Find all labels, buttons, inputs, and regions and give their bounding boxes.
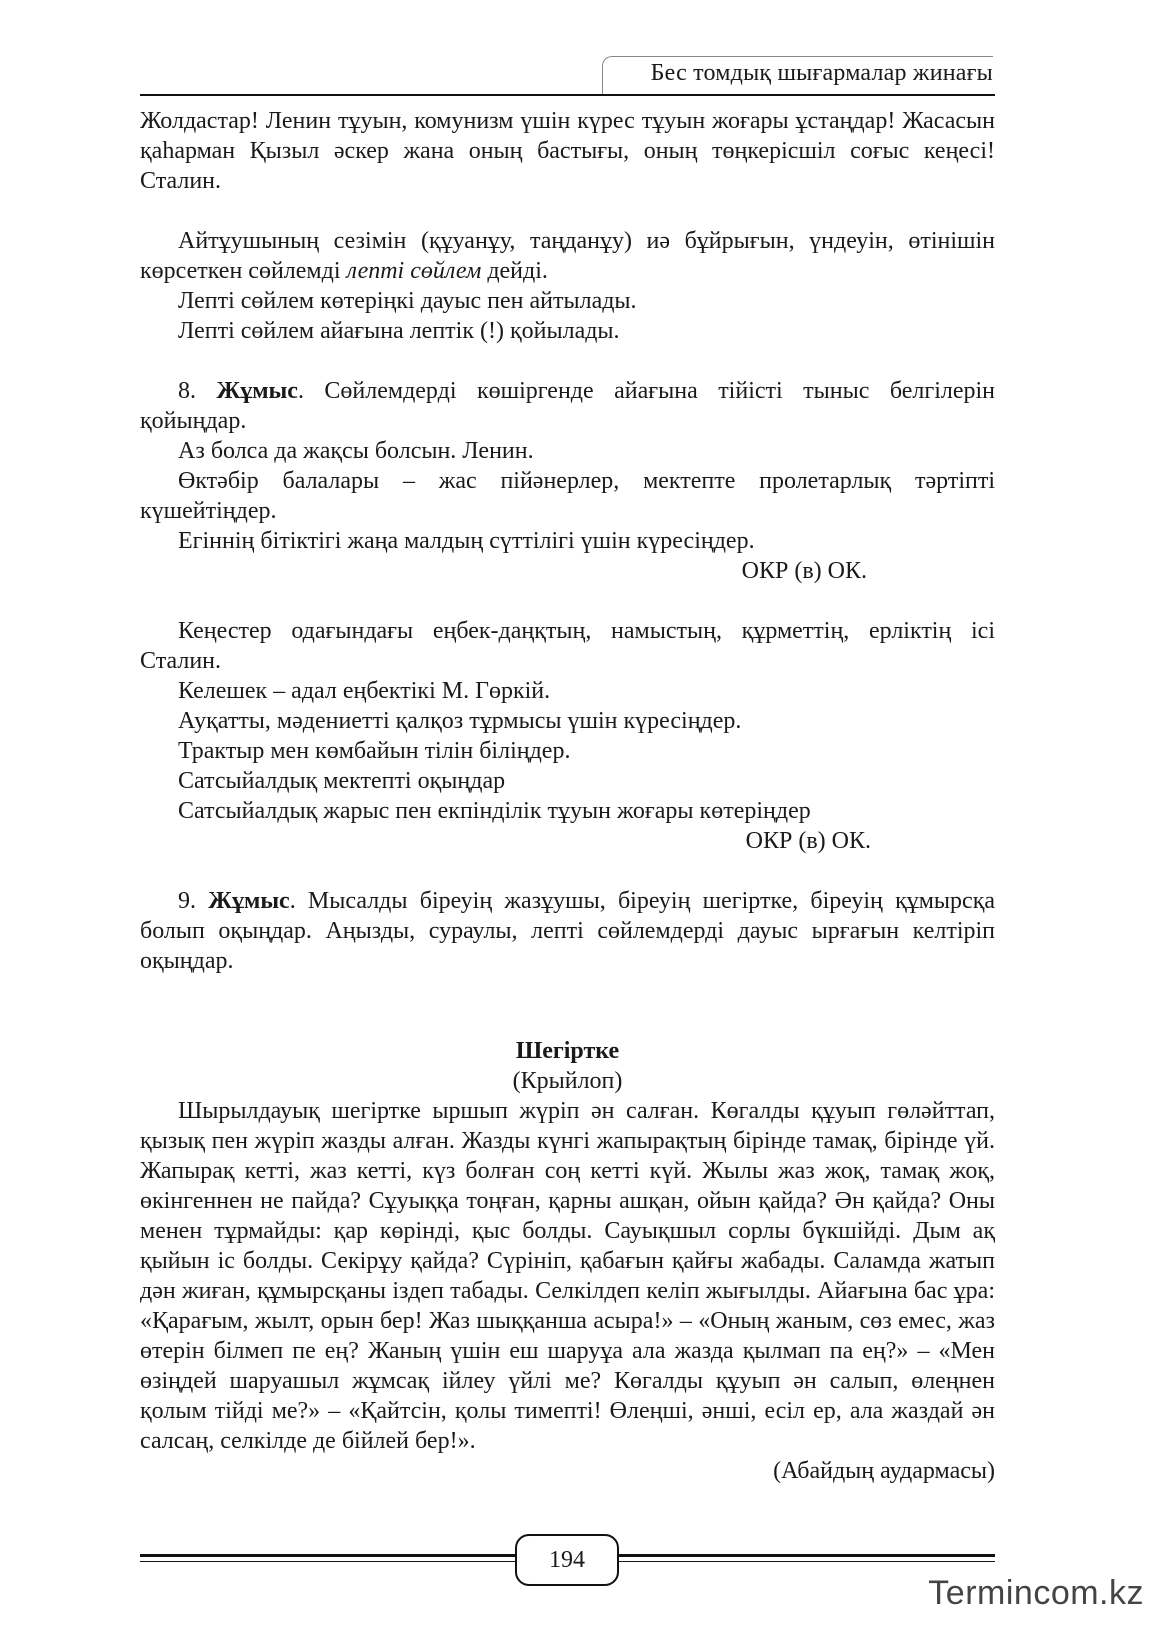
slogan-sentence: Трактыр мен көмбайын тілін біліңдер. [178,738,571,764]
fable-title: Шегіртке [515,1038,620,1064]
slogan-sentence: Ауқатты, мәдениетті қалқоз тұрмысы үшін күресіңдер. [178,708,742,734]
definition-paragraph [140,226,995,286]
exercise-8-text: . Сөйлемдерді көшіргенде айағына тійісті тыныс белгілерін қойыңдар. [140,378,995,434]
running-header-title: Бес томдық шығармалар жинағы [650,60,993,86]
source-signature: ОКР (в) ОК. [741,558,867,584]
exercise-9-number: 9. [178,888,209,914]
fable-author: (Крыйлоп) [512,1068,623,1094]
exercise-9-paragraph [140,886,995,976]
exercise-8-label: Жұмыс [216,378,298,404]
translator-credit: (Абайдың аудармасы) [773,1458,995,1484]
exercise-9-text: . Мысалды біреуің жазұушы, біреуің шегіртке, біреуің құмырсқа болып оқыңдар. Аңызды, сураулы, лепті сөйлемдерді дауыс ырғағын келтіріп оқыңдар. [140,888,995,974]
exercise-8-paragraph [140,376,995,436]
slogan-sentence: Сатсыйалдық жарыс пен екпінділік тұуын жоғары көтеріңдер [178,798,811,824]
running-header [140,56,995,96]
example-sentence: Өктәбір балалары – жас пійәнерлер, мектепте пролетарлық тәртіпті күшейтіңдер. [140,468,995,524]
fable-text: Шырылдауық шегіртке ыршып жүріп ән салған. Көгалды құуып гөләйттап, қызық пен жүріп жазды алған. Жазды күнгі жапырақтың бірінде тамақ, бірінде үй. Жапырақ кетті, жаз кетті, күз болған соң кетті күй. Жылы жаз жоқ, тамақ жоқ, өкінгеннен не пайда? Сұуыққа тоңған, қарны ашқан, ойын қайда? Ән қайда? Оны менен тұрмайды: қар көрінді, қыс болды. Сауықшыл сорлы бүкшійді. Дым ақ қыйын іс болды. Секірұу қайда? Сүрініп, қабағын қайғы жабады. Саламда жатып дән жиған, құмырсқаны іздеп табады. Селкілдеп келіп жығылды. Айағына бас ұра: «Қарағым, жылт, орын бер! Жаз шыққанша асыра!» – «Оның жаным, сөз емес, жаз өтерін білмеп пе ең? Жаның үшін еш шаруұа ала жазда қылмап па ең?» – «Мен өзіңдей шаруашыл жұмсақ ійлеу үйлі ме? Көгалды құуып ән салып, өлеңнен қолым тійді ме?» – «Қайтсін, қолы тимепті! Өлеңші, әнші, есіл ер, ала жаздай ән салсаң, селкілде де бійлей бер!». [140,1098,995,1454]
example-sentence: Егіннің бітіктігі жаңа малдың сүттілігі үшін күресіңдер. [178,528,755,554]
site-watermark: Termincom.kz [928,1574,1144,1612]
slogan-sentence: Кеңестер одағындағы еңбек-даңқтың, намыстың, құрметтің, ерліктің ісі Сталин. [140,618,995,674]
spacer [140,976,995,1036]
page-footer [140,1534,995,1588]
spacer [140,586,995,616]
rule-line-1: Лепті сөйлем көтеріңкі дауыс пен айтылады. [178,288,637,314]
exercise-8-number: 8. [178,378,217,404]
definition-term: лепті сөйлем [346,258,482,284]
example-sentence: Аз болса да жақсы болсын. Ленин. [178,438,534,464]
page-body [140,106,995,1486]
header-rule [140,94,995,96]
exercise-9-label: Жұмыс [208,888,290,914]
source-signature: ОКР (в) ОК. [745,828,871,854]
slogan-sentence: Келешек – адал еңбектікі М. Гөркій. [178,678,551,704]
rule-line-2: Лепті сөйлем айағына лептік (!) қойылады. [178,318,620,344]
spacer [140,196,995,226]
spacer [140,346,995,376]
spacer [140,856,995,886]
definition-end: дейді. [481,258,548,284]
intro-paragraph: Жолдастар! Ленин тұуын, комунизм үшін күрес тұуын жоғары ұстаңдар! Жасасын қаһарман Қызыл әскер жана оның бастығы, оның төңкерісшіл соғыс кеңесі! Сталин. [140,108,995,194]
definition-text: Айтұушының сезімін (құуанұу, таңданұу) иә бұйрығын, үндеуін, өтінішін көрсеткен сөйлемді [140,228,995,284]
page-number: 194 [515,1534,619,1586]
slogan-sentence: Сатсыйалдық мектепті оқыңдар [178,768,506,794]
